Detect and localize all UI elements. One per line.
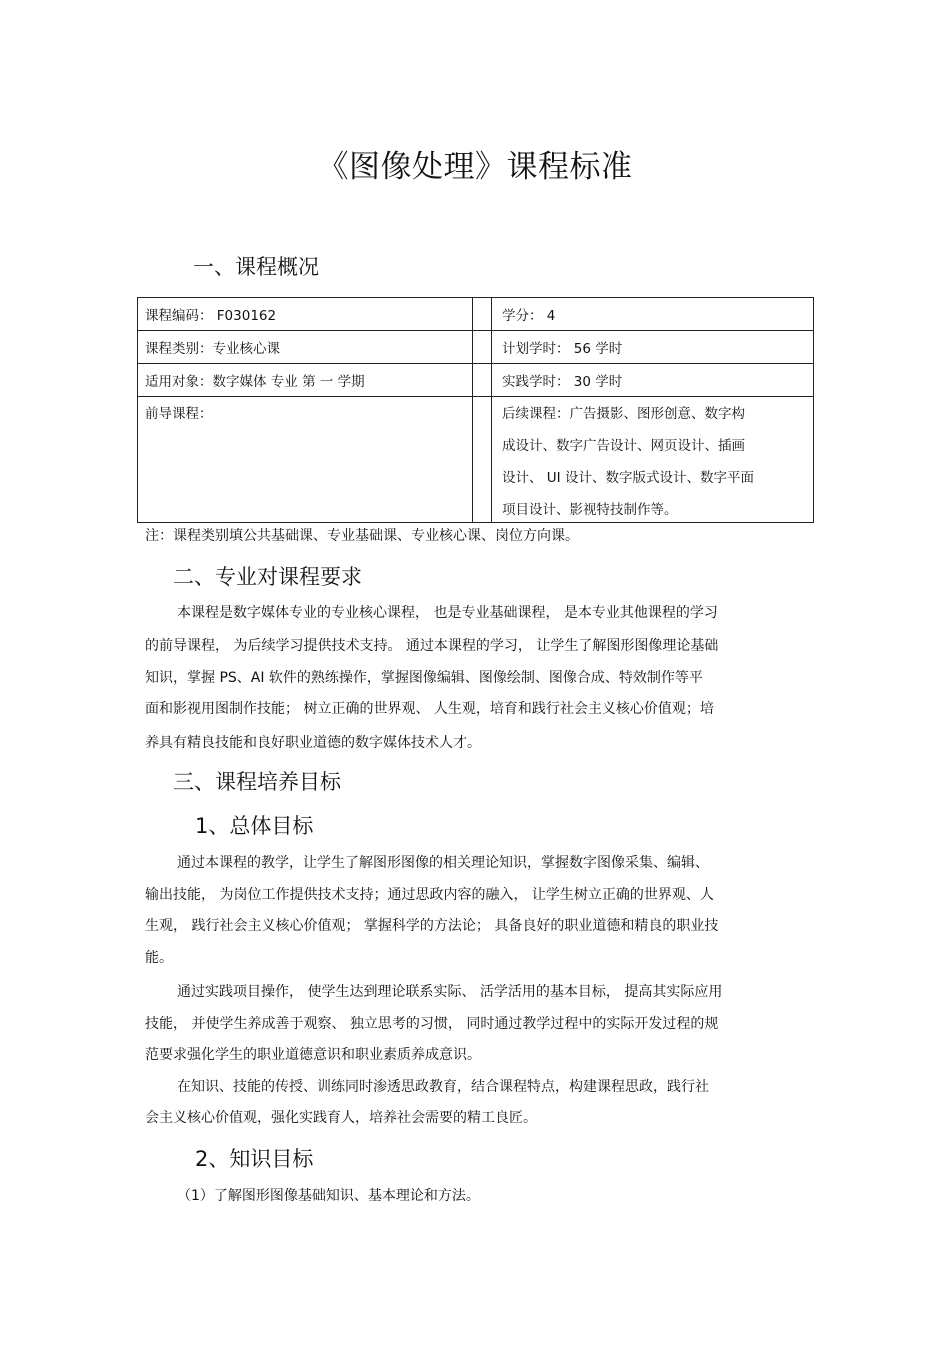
cell-plan-hours: 计划学时： 56 学时 [502,341,623,357]
paragraph-line: 养具有精良技能和良好职业道德的数字媒体技术人才。 [145,735,481,751]
paragraph-line: 输出技能， 为岗位工作提供技术支持；通过思政内容的融入， 让学生树立正确的世界观、人 [145,887,714,903]
list-item: （1）了解图形图像基础知识、基本理论和方法。 [177,1188,480,1204]
paragraph-line: 通过本课程的教学，让学生了解图形图像的相关理论知识，掌握数字图像采集、编辑、 [177,855,709,871]
paragraph-line: 技能， 并使学生养成善于观察、 独立思考的习惯， 同时通过教学过程中的实际开发过程的规 [145,1016,719,1032]
table-border-right [813,297,814,523]
paragraph-line: 范要求强化学生的职业道德意识和职业素质养成意识。 [145,1047,481,1063]
table-column-divider [472,297,473,523]
cell-followup-line: 项目设计、影视特技制作等。 [502,502,678,518]
cell-course-code: 课程编码： F030162 [145,308,277,324]
subheading-overall-goal: 1、总体目标 [195,814,314,838]
section-heading-overview: 一、课程概况 [193,255,319,279]
table-note: 注：课程类别填公共基础课、专业基础课、专业核心课、岗位方向课。 [145,528,579,544]
cell-course-category: 课程类别：专业核心课 [145,341,280,357]
cell-credit: 学分： 4 [502,308,556,324]
paragraph-line: 通过实践项目操作， 使学生达到理论联系实际、 活学活用的基本目标， 提高其实际应用 [177,984,723,1000]
table-row-divider [137,363,814,364]
cell-followup-line: 成设计、数字广告设计、网页设计、插画 [502,438,745,454]
table-row-divider [137,330,814,331]
cell-followup-line: 设计、 UI 设计、数字版式设计、数字平面 [502,470,754,486]
paragraph-line: 的前导课程， 为后续学习提供技术支持。 通过本课程的学习， 让学生了解图形图像理论基础 [145,638,719,654]
section-heading-requirements: 二、专业对课程要求 [173,565,362,589]
table-border-bottom [137,522,814,523]
table-row-divider [137,396,814,397]
cell-target-audience: 适用对象：数字媒体 专业 第 一 学期 [145,374,365,390]
paragraph-line: 本课程是数字媒体专业的专业核心课程， 也是专业基础课程， 是本专业其他课程的学习 [177,605,718,621]
paragraph-line: 会主义核心价值观，强化实践育人，培养社会需要的精工良匠。 [145,1110,537,1126]
section-heading-goals: 三、课程培养目标 [173,770,341,794]
subheading-knowledge-goal: 2、知识目标 [195,1147,314,1171]
cell-practice-hours: 实践学时： 30 学时 [502,374,623,390]
paragraph-line: 知识，掌握 PS、AI 软件的熟练操作，掌握图像编辑、图像绘制、图像合成、特效制作等平 [145,670,703,686]
table-border-top [137,297,814,298]
paragraph-line: 生观， 践行社会主义核心价值观； 掌握科学的方法论； 具备良好的职业道德和精良的职业技 [145,918,719,934]
paragraph-line: 能。 [145,950,173,966]
paragraph-line: 面和影视用图制作技能； 树立正确的世界观、 人生观，培育和践行社会主义核心价值观；培 [145,701,714,717]
table-border-left [137,297,138,523]
document-title: 《图像处理》课程标准 [317,149,633,185]
cell-prerequisite: 前导课程： [145,406,213,422]
cell-followup-line: 后续课程：广告摄影、图形创意、数字构 [502,406,745,422]
table-column-divider [491,297,492,523]
paragraph-line: 在知识、技能的传授、训练同时渗透思政教育，结合课程特点，构建课程思政，践行社 [177,1079,709,1095]
